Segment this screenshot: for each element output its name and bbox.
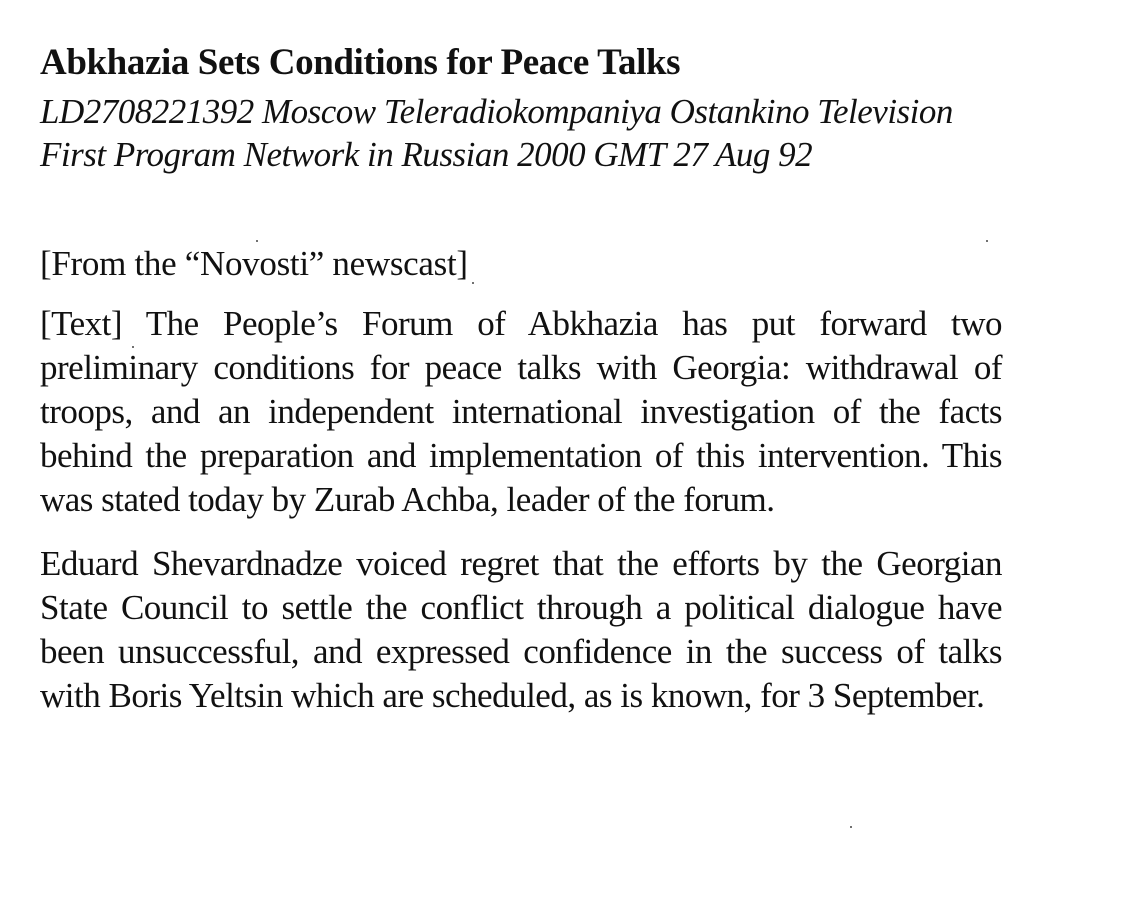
scan-speck — [850, 826, 852, 828]
scan-speck — [132, 346, 134, 348]
article-paragraph-2: Eduard Shevardnadze voiced regret that the efforts by the Georgian State Council to settle the conflict through a political dialogue have been unsuccessful, and expressed confidence in the success of talks with Boris Yeltsin which are scheduled, as is known, for 3 September. — [40, 544, 1002, 715]
scan-speck — [986, 240, 988, 242]
article-headline: Abkhazia Sets Conditions for Peace Talks — [40, 42, 681, 83]
article-dateline: LD2708221392 Moscow Teleradiokompaniya Ostankino Television First Program Network in Russian 2000 GMT 27 Aug 92 — [40, 92, 953, 174]
source-note: [From the “Novosti” newscast] — [40, 244, 468, 283]
article — [40, 40, 1002, 718]
article-paragraph-1: [Text] The People’s Forum of Abkhazia has put forward two preliminary conditions for peace talks with Georgia: withdrawal of troops, and an independent international investigation of the facts behind the preparation and implementation of this intervention. This was stated today by Zurab Achba, leader of the forum. — [40, 304, 1002, 519]
scan-speck — [472, 282, 474, 284]
scan-speck — [256, 240, 258, 242]
